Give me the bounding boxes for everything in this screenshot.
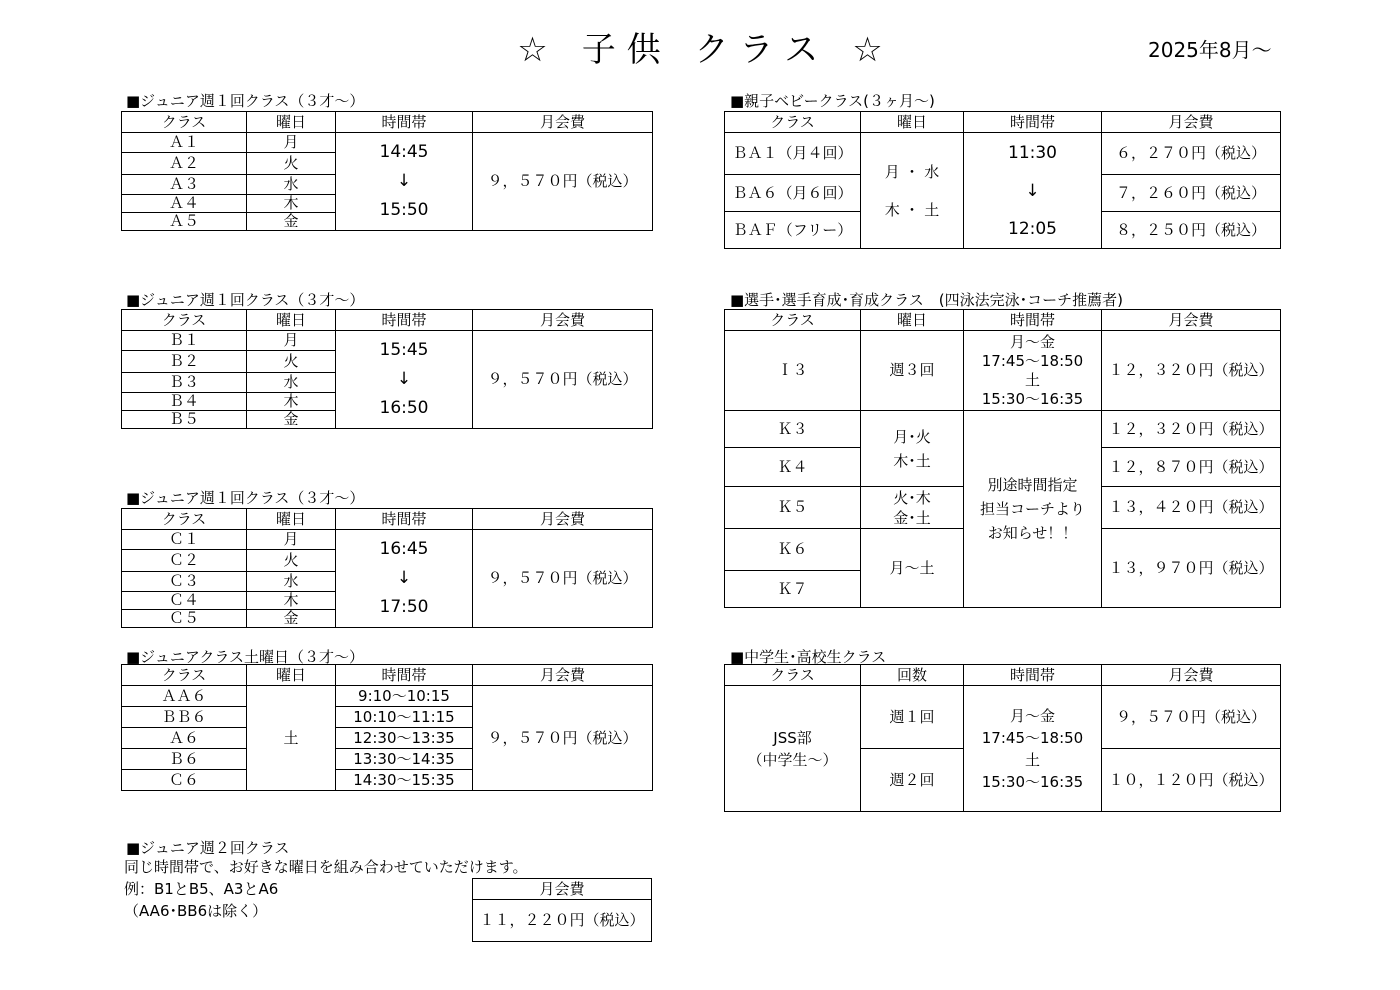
table-row: [725, 133, 1281, 175]
class-cell: Ｉ３: [725, 331, 861, 411]
day-cell: 火: [247, 153, 336, 175]
day-cell: 金: [247, 213, 336, 231]
time-line3: 土: [1024, 750, 1040, 769]
day-cell: 水: [247, 572, 336, 592]
day-cell: 月: [247, 133, 336, 153]
section-title-junior-saturday: ■ジュニアクラス土曜日（３才～）: [126, 648, 364, 666]
table-row: [725, 686, 1281, 749]
header-fee: 月会費: [1102, 112, 1281, 133]
header-class: クラス: [122, 310, 247, 331]
class-cell: Ｂ１: [122, 331, 247, 351]
fee-cell: １０，１２０円（税込）: [1102, 749, 1281, 812]
class-cell: Ｂ６: [122, 749, 247, 770]
class-cell: Ｃ５: [122, 610, 247, 628]
fee-cell: １２，３２０円（税込）: [1102, 411, 1281, 448]
header-time: 時間帯: [964, 310, 1102, 331]
fee-cell: １３，９７０円（税込）: [1102, 529, 1281, 608]
fee-cell: １１，２２０円（税込）: [473, 900, 652, 942]
time-line2: 担当コーチより: [979, 500, 1085, 518]
section-title-athlete: ■選手･選手育成･育成クラス (四泳法完泳･コーチ推薦者): [730, 291, 1123, 309]
day-cell: 週３回: [861, 331, 964, 411]
header-day: 曜日: [247, 310, 336, 331]
time-line2: 17:45～18:50: [981, 728, 1084, 747]
fee-cell: ９，５７０円（税込）: [473, 133, 653, 231]
day-cell: 水: [247, 373, 336, 393]
day-line1: 月･火: [893, 427, 931, 446]
class-cell: ＡＡ６: [122, 686, 247, 707]
athlete-table: [724, 309, 1281, 608]
day-line2: 金･土: [893, 508, 931, 527]
fee-cell: １３，４２０円（税込）: [1102, 487, 1281, 529]
arrow: ↓: [396, 568, 412, 588]
arrow: ↓: [1025, 180, 1040, 201]
class-cell: Ｋ６: [725, 529, 861, 571]
time-cell: [964, 686, 1102, 812]
count-cell: 週２回: [861, 749, 964, 812]
junior-saturday-table: [121, 664, 653, 791]
fee-cell: ９，５７０円（税込）: [473, 530, 653, 628]
day-line2: 木 ・ 土: [884, 200, 940, 219]
class-cell: Ａ４: [122, 195, 247, 213]
time-cell: 14:30～15:35: [336, 770, 473, 791]
section-title-highschool: ■中学生･高校生クラス: [730, 648, 887, 666]
header-fee: 月会費: [473, 310, 653, 331]
header-time: 時間帯: [336, 509, 473, 530]
class-line2: （中学生～）: [747, 750, 838, 769]
class-cell: [725, 686, 861, 812]
day-cell: 月: [247, 530, 336, 550]
header-class: クラス: [122, 509, 247, 530]
time-line1: 月～金: [1009, 706, 1055, 725]
time-line4: 15:30～16:35: [981, 772, 1084, 791]
twice-note-line2: 例：B1とB5、A3とA6: [124, 880, 279, 898]
time-line2: 17:45～18:50: [981, 351, 1084, 370]
fee-cell: ８，２５０円（税込）: [1102, 212, 1281, 249]
class-cell: ＢＢ６: [122, 707, 247, 728]
time-cell: [964, 331, 1102, 411]
header-class: クラス: [122, 112, 247, 133]
day-cell: 金: [247, 411, 336, 429]
header-fee: 月会費: [1102, 310, 1281, 331]
day-cell: 水: [247, 175, 336, 195]
header-time: 時間帯: [336, 112, 473, 133]
header-time: 時間帯: [336, 665, 473, 686]
time-end: 16:50: [379, 398, 429, 418]
header-fee: 月会費: [473, 665, 653, 686]
class-cell: Ｋ４: [725, 448, 861, 487]
baby-table: [724, 111, 1281, 249]
day-cell: 金: [247, 610, 336, 628]
fee-cell: ９，５７０円（税込）: [473, 686, 653, 791]
arrow: ↓: [396, 369, 412, 389]
header-time: 時間帯: [336, 310, 473, 331]
day-cell: 土: [247, 686, 336, 791]
fee-cell: １２，３２０円（税込）: [1102, 331, 1281, 411]
day-cell: 火: [247, 351, 336, 373]
day-cell: [861, 487, 964, 529]
class-cell: ＢＡ６（月６回）: [725, 175, 861, 212]
header-day: 曜日: [247, 509, 336, 530]
class-cell: Ｃ６: [122, 770, 247, 791]
class-cell: Ａ１: [122, 133, 247, 153]
twice-note-line1: 同じ時間帯で、お好きな曜日を組み合わせていただけます。: [124, 858, 528, 876]
table-row: [725, 411, 1281, 448]
section-title-junior-b: ■ジュニア週１回クラス（３才～）: [126, 291, 365, 309]
fee-cell: ６，２７０円（税込）: [1102, 133, 1281, 175]
time-cell: [336, 133, 473, 231]
class-line1: JSS部: [773, 728, 812, 747]
fee-cell: ９，５７０円（税込）: [1102, 686, 1281, 749]
day-cell: 木: [247, 592, 336, 610]
header-count: 回数: [861, 665, 964, 686]
time-cell: [336, 530, 473, 628]
header-day: 曜日: [247, 112, 336, 133]
time-line1: 月～金: [1009, 332, 1055, 351]
day-cell: [861, 411, 964, 487]
table-row: [122, 530, 653, 550]
time-cell: [964, 133, 1102, 249]
class-cell: Ｋ７: [725, 571, 861, 608]
time-start: 16:45: [379, 539, 429, 559]
class-cell: Ｂ５: [122, 411, 247, 429]
time-end: 15:50: [379, 200, 429, 220]
table-row: [122, 133, 653, 153]
time-end: 17:50: [379, 597, 429, 617]
header-class: クラス: [725, 665, 861, 686]
fee-cell: １２，８７０円（税込）: [1102, 448, 1281, 487]
class-cell: Ｃ３: [122, 572, 247, 592]
twice-note-line3: （AA6･BB6は除く）: [124, 902, 268, 920]
time-line3: 土: [1024, 370, 1040, 389]
class-cell: Ａ５: [122, 213, 247, 231]
header-day: 曜日: [861, 310, 964, 331]
time-start: 11:30: [1008, 142, 1057, 163]
section-title-junior-c: ■ジュニア週１回クラス（３才～）: [126, 489, 365, 507]
class-cell: Ｂ３: [122, 373, 247, 393]
fee-cell: ９，５７０円（税込）: [473, 331, 653, 429]
header-fee: 月会費: [473, 879, 652, 900]
class-cell: Ｃ１: [122, 530, 247, 550]
junior-a-table: [121, 111, 653, 231]
class-cell: ＢＡＦ（フリー）: [725, 212, 861, 249]
header-day: 曜日: [861, 112, 964, 133]
class-cell: Ｃ２: [122, 550, 247, 572]
effective-date: 2025年8月～: [1148, 38, 1272, 62]
class-cell: Ｂ２: [122, 351, 247, 373]
junior-b-table: [121, 309, 653, 429]
day-line1: 月 ・ 水: [884, 162, 940, 181]
time-end: 12:05: [1008, 218, 1057, 239]
class-cell: Ｂ４: [122, 393, 247, 411]
header-time: 時間帯: [964, 665, 1102, 686]
table-row: [122, 331, 653, 351]
highschool-table: [724, 664, 1281, 812]
day-cell: [861, 133, 964, 249]
time-start: 14:45: [379, 142, 429, 162]
header-class: クラス: [122, 665, 247, 686]
time-cell: [336, 331, 473, 429]
time-cell: 9:10～10:15: [336, 686, 473, 707]
class-cell: Ｋ３: [725, 411, 861, 448]
section-title-junior-twice: ■ジュニア週２回クラス: [126, 839, 290, 857]
fee-cell: ７，２６０円（税込）: [1102, 175, 1281, 212]
junior-c-table: [121, 508, 653, 628]
time-cell: 10:10～11:15: [336, 707, 473, 728]
time-cell: 13:30～14:35: [336, 749, 473, 770]
header-fee: 月会費: [473, 112, 653, 133]
time-line1: 別途時間指定: [987, 476, 1078, 494]
page-title: ☆ 子 供 ク ラ ス ☆: [517, 30, 883, 70]
junior-twice-fee-table: [472, 878, 652, 942]
class-cell: Ｋ５: [725, 487, 861, 529]
class-cell: Ａ３: [122, 175, 247, 195]
header-fee: 月会費: [1102, 665, 1281, 686]
header-class: クラス: [725, 112, 861, 133]
header-day: 曜日: [247, 665, 336, 686]
time-line4: 15:30～16:35: [981, 389, 1084, 408]
day-cell: 木: [247, 393, 336, 411]
day-cell: 月～土: [861, 529, 964, 608]
time-line3: お知らせ！！: [987, 524, 1078, 542]
day-cell: 火: [247, 550, 336, 572]
class-cell: ＢＡ１（月４回）: [725, 133, 861, 175]
class-cell: Ａ２: [122, 153, 247, 175]
time-cell: [964, 411, 1102, 608]
class-cell: Ａ６: [122, 728, 247, 749]
header-class: クラス: [725, 310, 861, 331]
time-cell: 12:30～13:35: [336, 728, 473, 749]
day-line1: 火･木: [893, 488, 931, 507]
day-line2: 木･土: [893, 451, 931, 470]
arrow: ↓: [396, 171, 412, 191]
time-start: 15:45: [379, 340, 429, 360]
day-cell: 月: [247, 331, 336, 351]
class-cell: Ｃ４: [122, 592, 247, 610]
count-cell: 週１回: [861, 686, 964, 749]
table-row: [122, 686, 653, 707]
section-title-baby: ■親子ベビークラス(３ヶ月～): [730, 92, 935, 110]
table-row: [725, 331, 1281, 411]
day-cell: 木: [247, 195, 336, 213]
section-title-junior-a: ■ジュニア週１回クラス（３才～）: [126, 92, 365, 110]
header-fee: 月会費: [473, 509, 653, 530]
header-time: 時間帯: [964, 112, 1102, 133]
